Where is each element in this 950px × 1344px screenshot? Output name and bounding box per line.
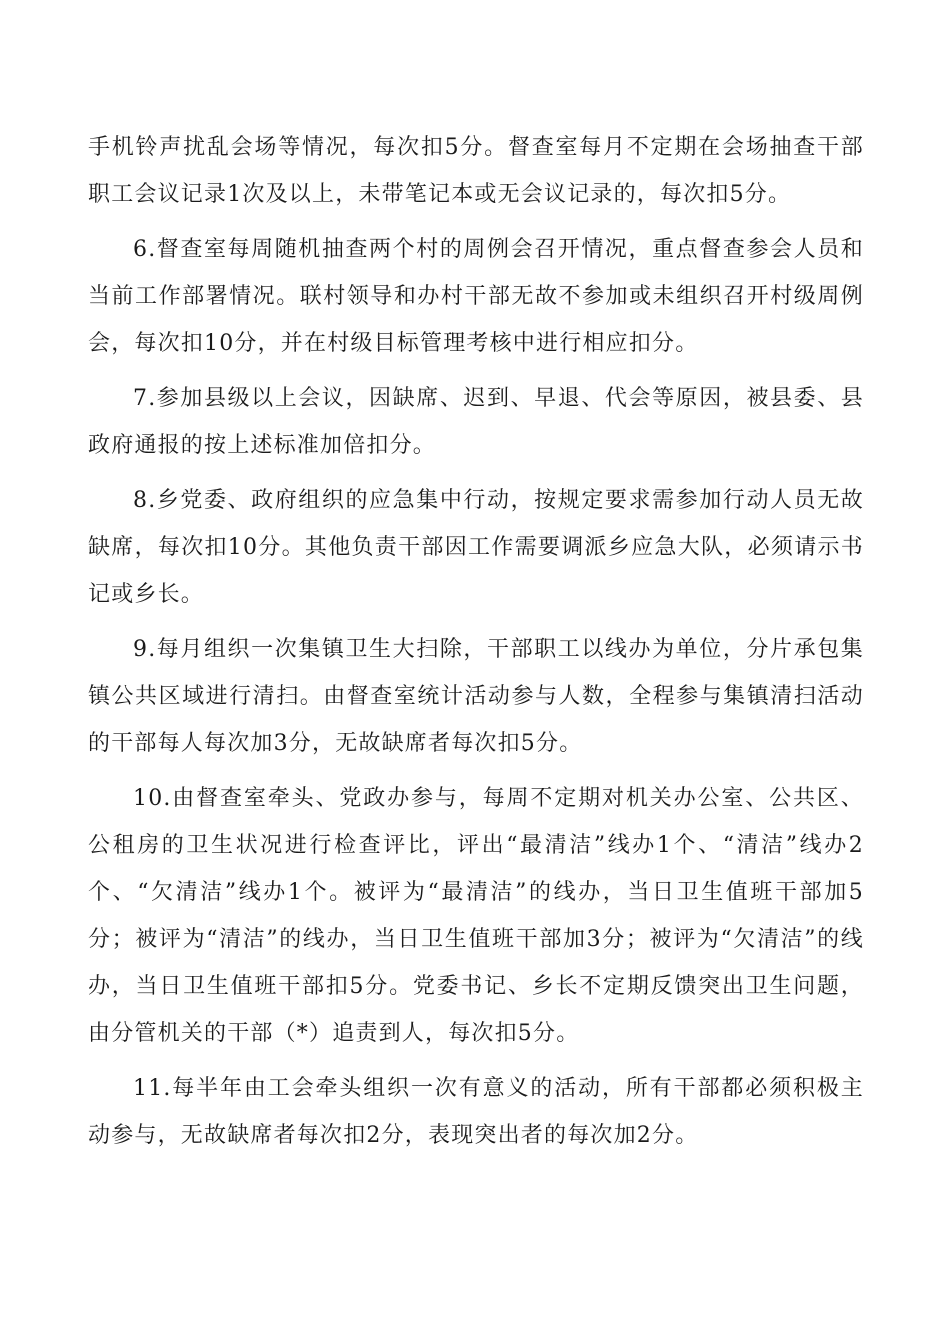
paragraph-item-6: 6.督查室每周随机抽查两个村的周例会召开情况，重点督查参会人员和当前工作部署情况。联村领导和办村干部无故不参加或未组织召开村级周例会，每次扣10分，并在村级目标管理考核中进行相应扣分。 bbox=[88, 237, 864, 356]
paragraph-item-9: 9.每月组织一次集镇卫生大扫除，干部职工以线办为单位，分片承包集镇公共区域进行清扫。由督查室统计活动参与人数，全程参与集镇清扫活动的干部每人每次加3分，无故缺席者每次扣5分。 bbox=[88, 637, 864, 756]
paragraph-item-11: 11.每半年由工会牵头组织一次有意义的活动，所有干部都必须积极主动参与，无故缺席者每次扣2分，表现突出者的每次加2分。 bbox=[88, 1076, 864, 1148]
paragraph-item-8: 8.乡党委、政府组织的应急集中行动，按规定要求需参加行动人员无故缺席，每次扣10分。其他负责干部因工作需要调派乡应急大队，必须请示书记或乡长。 bbox=[88, 488, 864, 607]
paragraph-item-7: 7.参加县级以上会议，因缺席、迟到、早退、代会等原因，被县委、县政府通报的按上述标准加倍扣分。 bbox=[88, 386, 864, 458]
document-body bbox=[88, 124, 864, 1167]
paragraph-continued: 手机铃声扰乱会场等情况，每次扣5分。督查室每月不定期在会场抽查干部职工会议记录1次及以上，未带笔记本或无会议记录的，每次扣5分。 bbox=[88, 135, 864, 207]
paragraph-item-10: 10.由督查室牵头、党政办参与，每周不定期对机关办公室、公共区、公租房的卫生状况进行检查评比，评出“最清洁”线办1个、“清洁”线办2个、“欠清洁”线办1个。被评为“最清洁”的线办，当日卫生值班干部加5分；被评为“清洁”的线办，当日卫生值班干部加3分；被评为“欠清洁”的线办，当日卫生值班干部扣5分。党委书记、乡长不定期反馈突出卫生问题，由分管机关的干部（*）追责到人，每次扣5分。 bbox=[88, 786, 864, 1046]
